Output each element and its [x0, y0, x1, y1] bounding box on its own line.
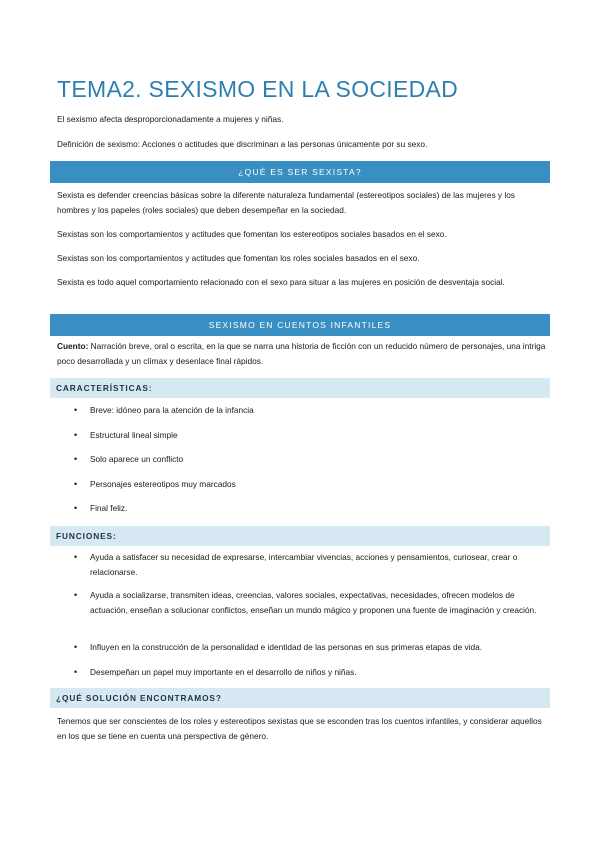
cuento-label: Cuento:	[57, 341, 89, 351]
funcion-text: Ayuda a socializarse, transmiten ideas, creencias, valores sociales, expectativas, necesidades, ofrecen modelos de actuación, enseñan a solucionar conflictos, enseñan un mundo mágico y proponen una fuente de imaginación y creación.	[90, 590, 537, 615]
bullet-icon: •	[74, 642, 78, 652]
solucion-paragraph: Tenemos que ser conscientes de los roles y estereotipos sexistas que se esconden tras los cuentos infantiles, y considerar aquellos en los que se tiene en cuenta una perspectiva de género.	[57, 716, 542, 741]
subheading-funciones: FUNCIONES:	[50, 526, 550, 546]
funcion-item	[74, 665, 545, 680]
funcion-item	[74, 550, 545, 580]
funcion-text: Desempeñan un papel muy importante en el desarrollo de niños y niñas.	[90, 667, 357, 677]
page-title: TEMA2. SEXISMO EN LA SOCIEDAD	[57, 76, 459, 102]
sexista-paragraph-3: Sexistas son los comportamientos y actitudes que fomentan los roles sociales basados en el sexo.	[57, 253, 420, 263]
sexista-paragraph-2: Sexistas son los comportamientos y actitudes que fomentan los estereotipos sociales basados en el sexo.	[57, 229, 447, 239]
section-heading-que-es-sexista: ¿QUÉ ES SER SEXISTA?	[50, 161, 550, 183]
caracteristica-item	[74, 403, 545, 418]
caracteristica-text: Final feliz.	[90, 503, 128, 513]
funcion-text: Influyen en la construcción de la personalidad e identidad de las personas en sus primeras etapas de vida.	[90, 642, 483, 652]
caracteristica-text: Personajes estereotipos muy marcados	[90, 479, 236, 489]
sexista-paragraph-1: Sexista es defender creencias básicas sobre la diferente naturaleza fundamental (estereotipos sociales) de las mujeres y los hombres y los papeles (roles sociales) que deben desempeñar en la sociedad.	[57, 190, 515, 215]
bullet-icon: •	[74, 590, 78, 600]
funcion-item	[74, 588, 545, 618]
caracteristica-item	[74, 477, 545, 492]
cuento-definition-text: Narración breve, oral o escrita, en la que se narra una historia de ficción con un reducido número de personajes, una intriga poco desarrollada y un clímax y desenlace final rápidos.	[57, 341, 546, 366]
section-heading-cuentos: SEXISMO EN CUENTOS INFANTILES	[50, 314, 550, 336]
intro-paragraph-1: El sexismo afecta desproporcionadamente a mujeres y niñas.	[57, 114, 284, 124]
caracteristica-item	[74, 501, 545, 516]
bullet-icon: •	[74, 454, 78, 464]
caracteristica-item	[74, 428, 545, 443]
caracteristica-text: Breve: idóneo para la atención de la infancia	[90, 405, 254, 415]
subheading-caracteristicas: CARACTERÍSTICAS:	[50, 378, 550, 398]
bullet-icon: •	[74, 405, 78, 415]
caracteristica-text: Estructural lineal simple	[90, 430, 178, 440]
caracteristica-text: Solo aparece un conflicto	[90, 454, 184, 464]
funcion-item	[74, 640, 545, 655]
bullet-icon: •	[74, 667, 78, 677]
sexista-paragraph-4: Sexista es todo aquel comportamiento relacionado con el sexo para situar a las mujeres en posición de desventaja social.	[57, 277, 505, 287]
bullet-icon: •	[74, 479, 78, 489]
intro-paragraph-2: Definición de sexismo: Acciones o actitudes que discriminan a las personas únicamente por su sexo.	[57, 139, 428, 149]
bullet-icon: •	[74, 430, 78, 440]
subheading-solucion: ¿QUÉ SOLUCIÓN ENCONTRAMOS?	[50, 688, 550, 708]
funcion-text: Ayuda a satisfacer su necesidad de expresarse, intercambiar vivencias, acciones y pensamientos, curiosear, crear o relacionarse.	[90, 552, 518, 577]
caracteristica-item	[74, 452, 545, 467]
cuento-definition	[57, 339, 547, 369]
bullet-icon: •	[74, 552, 78, 562]
bullet-icon: •	[74, 503, 78, 513]
